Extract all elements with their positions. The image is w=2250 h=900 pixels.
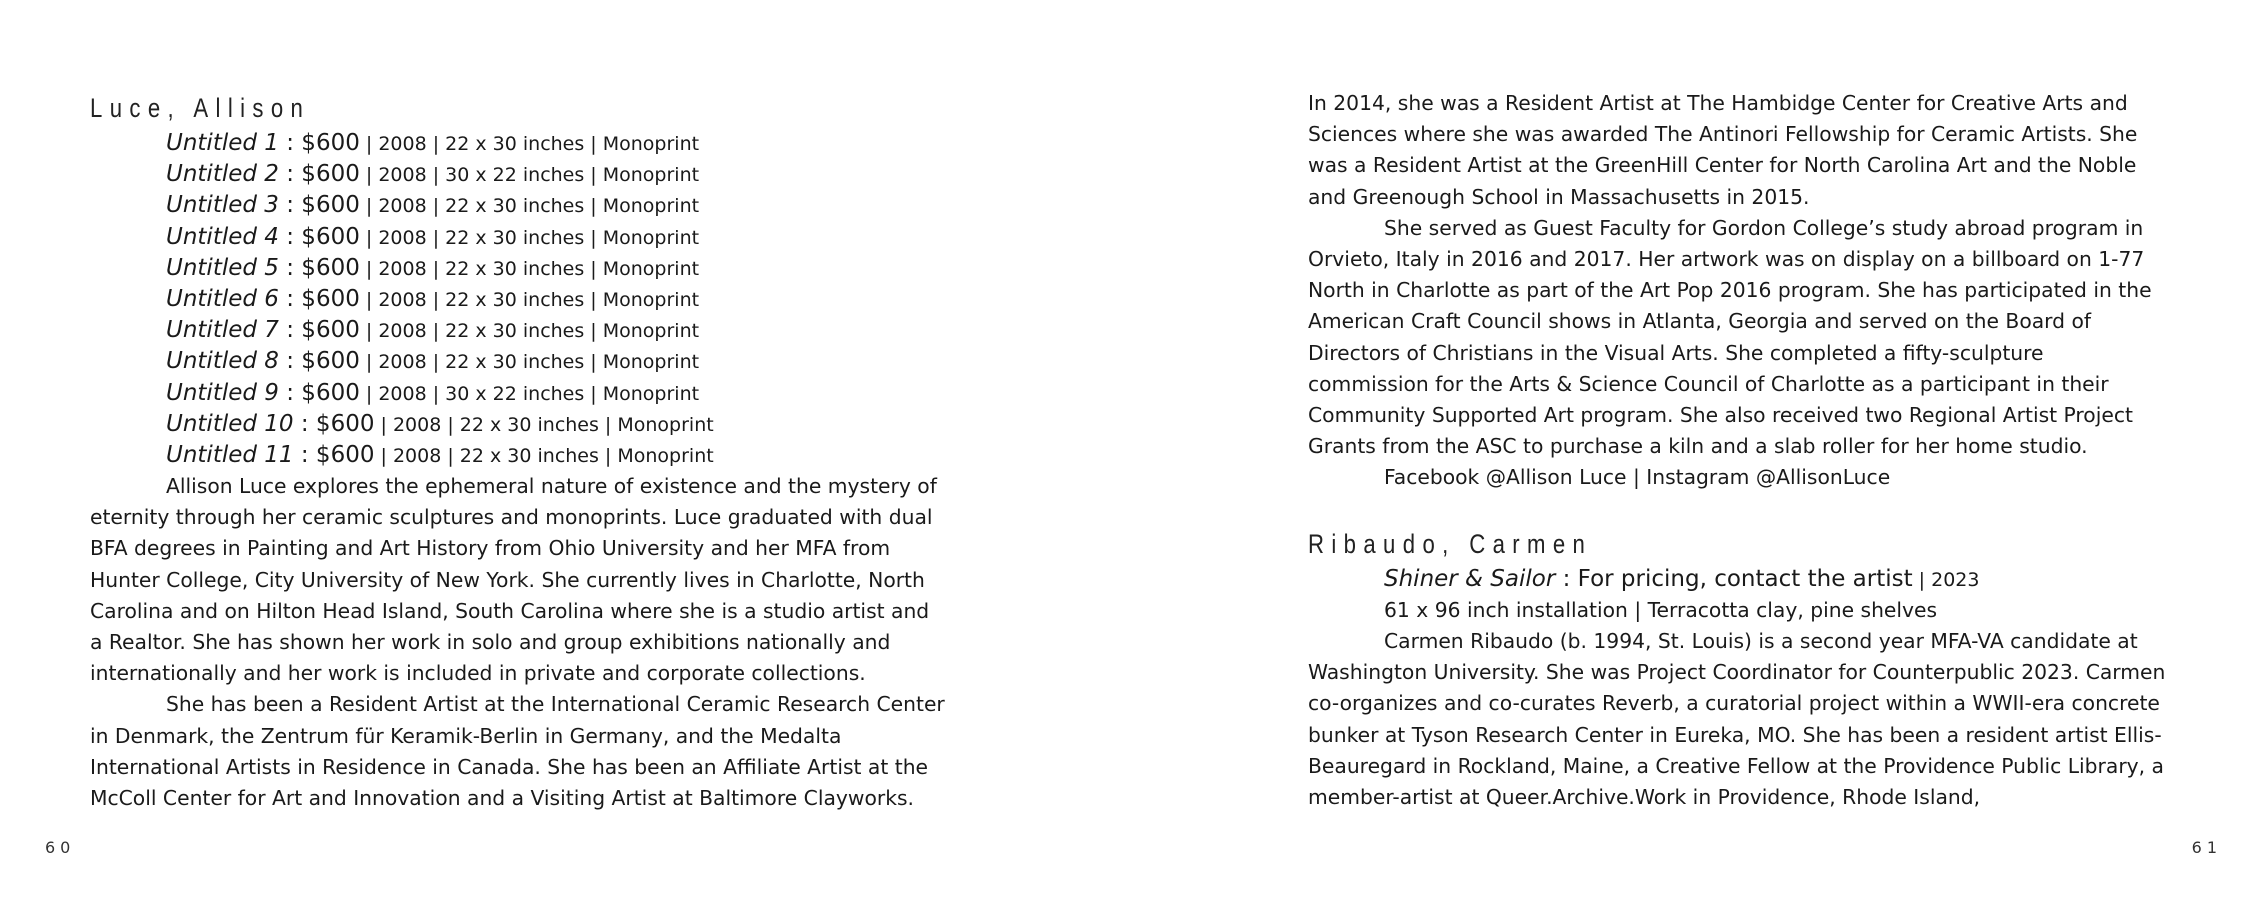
artwork-entry [166,315,945,346]
artwork-details: | 2008 | 22 x 30 inches | Monoprint [374,444,714,467]
artwork-entry [166,284,945,315]
artwork-title: Untitled 4 [166,223,279,250]
artwork-title: Untitled 1 [166,130,279,156]
artwork-details: | 2008 | 30 x 22 inches | Monoprint [359,164,700,187]
artwork-price: : $600 [278,348,360,375]
bio-paragraph: She has been a Resident Artist at the International Ceramic Research Center in Denmark, the Zentrum für Keramik-Berlin in Germany, and the Medalta International Artists in Residence in Canada. She has been an Affiliate Artist at the McColl Center for Art and Innovation and a Visiting Artist at Baltimore Clayworks. [90,692,945,811]
artwork-title: Untitled 8 [166,348,279,375]
artwork-details: | 2008 | 30 x 22 inches | Monoprint [359,382,700,405]
artwork-details: | 2008 | 22 x 30 inches | Monoprint [359,351,700,374]
bio-paragraph: She served as Guest Faculty for Gordon College’s study abroad program in Orvieto, Italy in 2016 and 2017. Her artwork was on display on a billboard on 1-77 North in Charlotte as part of the Art Pop 2016 program. She has participated in the American Craft Council shows in Atlanta, Georgia and served on the Board of Directors of Christians in the Visual Arts. She completed a fifty-sculpture commission for the Arts & Science Council of Charlotte as a participant in their Community Supported Art program. She also received two Regional Artist Project Grants from the ASC to purchase a kiln and a slab roller for her home studio. [1308,215,2152,459]
artwork-entry [166,190,945,221]
artwork-title: Untitled 10 [166,410,294,437]
section-spacer [1308,494,2168,524]
artwork-price: : $600 [293,441,375,468]
artwork-price: : $600 [278,285,360,312]
bio-paragraph: Carmen Ribaudo (b. 1994, St. Louis) is a second year MFA-VA candidate at Washington University. She was Project Coordinator for Counterpublic 2023. Carmen co-organizes and co-curates Reverb, a curatorial project within a WWII-era concrete bunker at Tyson Research Center in Eureka, MO. She has been a resident artist Ellis-Beauregard in Rockland, Maine, a Creative Fellow at the Providence Public Library, a member-artist at Queer.Archive.Work in Providence, Rhode Island, [1308,629,2166,810]
artwork-title: Untitled 2 [166,161,279,188]
bio-paragraph: In 2014, she was a Resident Artist at The Hambidge Center for Creative Arts and Sciences where she was awarded The Antinori Fellowship for Ceramic Artists. She was a Resident Artist at the GreenHill Center for North Carolina Art and the Noble and Greenough School in Massachusetts in 2015. [1308,91,2138,209]
artwork-details: | 2008 | 22 x 30 inches | Monoprint [359,257,700,280]
artwork-title: Shiner & Sailor [1384,565,1556,592]
artwork-title: Untitled 5 [166,254,279,281]
artwork-details: | 2008 | 22 x 30 inches | Monoprint [359,226,700,249]
artwork-entry [166,253,945,284]
artist-name: Ribaudo, Carmen [1308,528,1593,559]
artwork-entry [166,159,945,190]
artwork-title: Untitled 9 [166,379,279,406]
page-number: 60 [45,838,76,857]
page-number: 61 [2191,838,2222,857]
artwork-details: | 2023 [1912,568,1980,591]
artwork-price: : $600 [278,379,360,406]
artwork-price: : $600 [278,254,360,281]
artwork-entry [166,128,945,159]
artwork-price: : $600 [278,192,360,219]
artwork-entry [166,222,945,253]
artwork-entry [1384,564,2168,595]
right-page [1125,0,2250,900]
right-column [1308,88,2168,813]
artwork-title: Untitled 11 [166,441,294,468]
artwork-details: | 2008 | 22 x 30 inches | Monoprint [359,288,700,311]
artist-name: Luce, Allison [90,93,311,123]
artwork-details: | 2008 | 22 x 30 inches | Monoprint [374,413,714,436]
artwork-details: | 2008 | 22 x 30 inches | Monoprint [359,320,700,343]
artwork-entry [166,346,945,377]
artwork-price: : $600 [278,223,360,250]
left-column [90,88,945,814]
bio-paragraph: Allison Luce explores the ephemeral nature of existence and the mystery of eternity through her ceramic sculptures and monoprints. Luce graduated with dual BFA degrees in Painting and Art History from Ohio University and her MFA from Hunter College, City University of New York. She currently lives in Charlotte, North Carolina and on Hilton Head Island, South Carolina where she is a studio artist and a Realtor. She has shown her work in solo and group exhibitions nationally and internationally and her work is included in private and corporate collections. [90,474,937,686]
artwork-materials: 61 x 96 inch installation | Terracotta clay, pine shelves [1384,597,1938,622]
artwork-title: Untitled 3 [166,192,279,219]
artwork-title: Untitled 7 [166,317,279,344]
artwork-price: : $600 [278,130,360,156]
artwork-price: : For pricing, contact the artist [1555,565,1913,592]
artwork-price: : $600 [293,410,375,437]
artwork-entry [166,378,945,409]
artwork-title: Untitled 6 [166,285,279,312]
artwork-price: : $600 [278,317,360,344]
artwork-price: : $600 [278,161,360,188]
artwork-details: | 2008 | 22 x 30 inches | Monoprint [359,133,700,155]
artwork-entry [166,440,945,471]
artwork-entry [166,409,945,440]
social-handles: Facebook @Allison Luce | Instagram @AllisonLuce [1384,465,1891,490]
artwork-details: | 2008 | 22 x 30 inches | Monoprint [359,195,700,218]
